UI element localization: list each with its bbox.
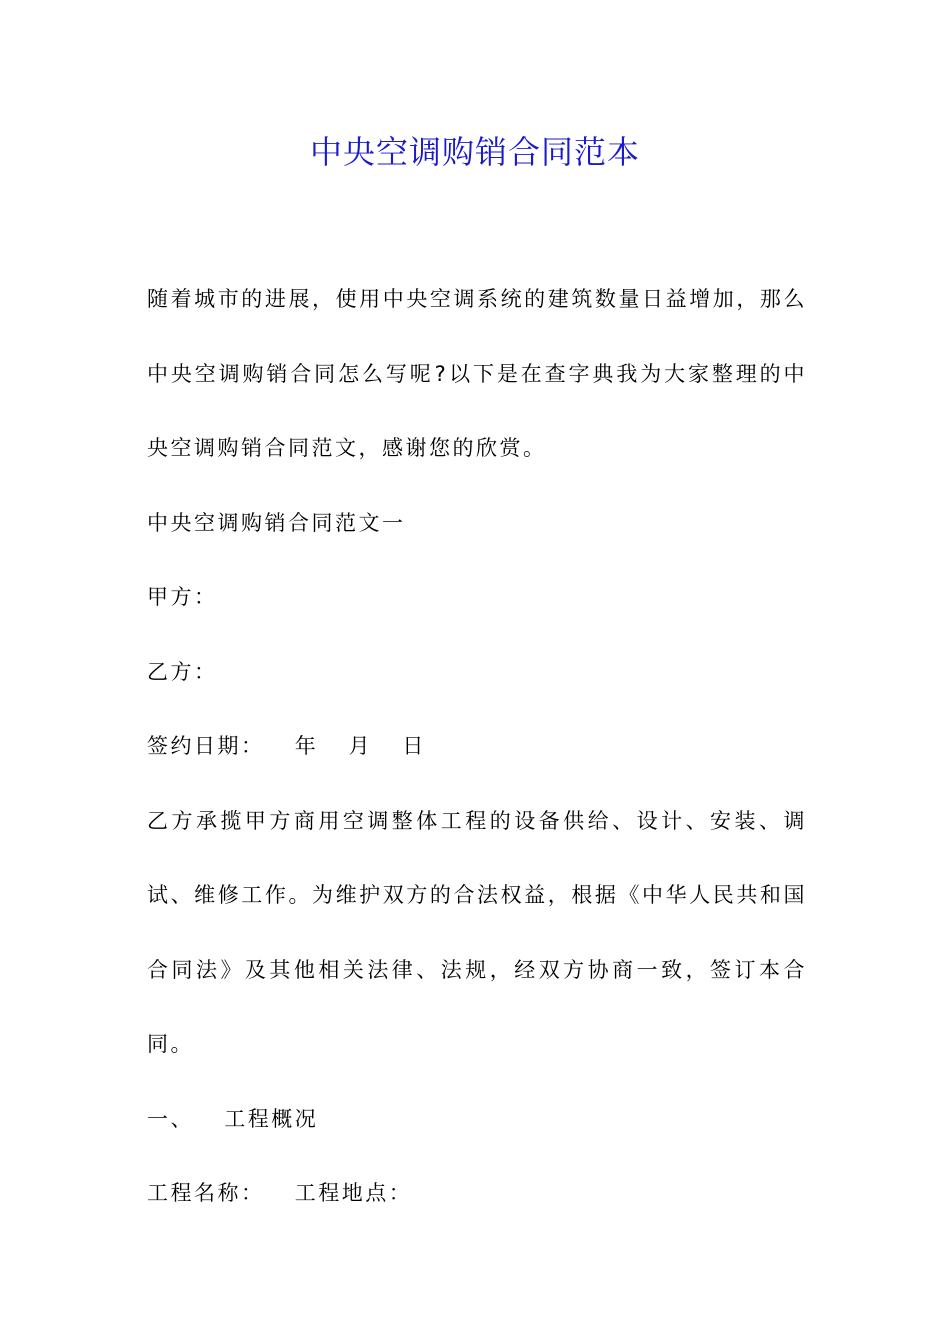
project-name-location-label: 工程名称： 工程地点：	[147, 1181, 413, 1205]
intro-paragraph: 随着城市的进展，使用中央空调系统的建筑数量日益增加，那么中央空调购销合同怎么写呢?以下是在查字典我为大家整理的中央空调购销合同范文，感谢您的欣赏。	[147, 287, 807, 460]
contract-scope-paragraph: 乙方承揽甲方商用空调整体工程的设备供给、设计、安装、调试、维修工作。为维护双方的合法权益，根据《中华人民共和国合同法》及其他相关法律、法规，经双方协商一致，签订本合同。	[147, 808, 807, 1056]
party-b-label: 乙方：	[147, 659, 218, 684]
section-heading-contract-one: 中央空调购销合同范文一	[147, 510, 406, 535]
section-heading-project-overview: 一、 工程概况	[147, 1106, 319, 1131]
document-title: 中央空调购销合同范本	[309, 133, 640, 171]
document-body	[147, 262, 807, 1231]
party-a-label: 甲方：	[147, 585, 218, 609]
signing-date-label: 签约日期： 年 月 日	[147, 734, 426, 758]
